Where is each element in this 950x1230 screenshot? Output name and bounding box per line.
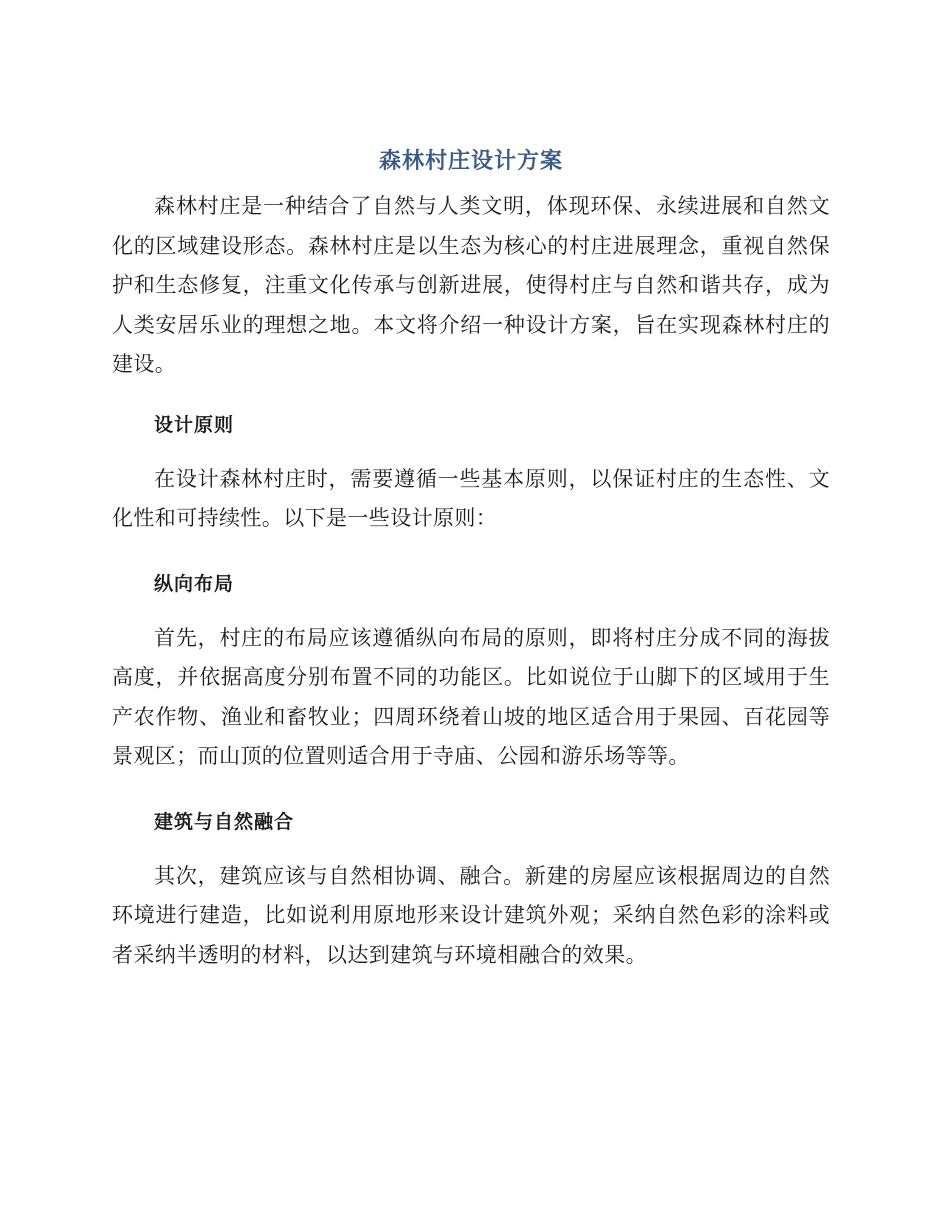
section-body-design-principles: 在设计森林村庄时，需要遵循一些基本原则，以保证村庄的生态性、文化性和可持续性。以下是一些设计原则：: [112, 466, 830, 530]
section-body-architecture-nature: 其次，建筑应该与自然相协调、融合。新建的房屋应该根据周边的自然环境进行建造，比如说利用原地形来设计建筑外观；采纳自然色彩的涂料或者采纳半透明的材料，以达到建筑与环境相融合的效果。: [112, 863, 830, 967]
intro-paragraph: 森林村庄是一种结合了自然与人类文明，体现环保、永续进展和自然文化的区域建设形态。森林村庄是以生态为核心的村庄进展理念，重视自然保护和生态修复，注重文化传承与创新进展，使得村庄与自然和谐共存，成为人类安居乐业的理想之地。本文将介绍一种设计方案，旨在实现森林村庄的建设。: [112, 194, 830, 376]
section-heading-design-principles: 设计原则: [154, 413, 235, 436]
document-title: 森林村庄设计方案: [378, 149, 563, 174]
document-page: [112, 145, 830, 975]
section-heading-vertical-layout: 纵向布局: [154, 572, 235, 595]
section-body-vertical-layout: 首先，村庄的布局应该遵循纵向布局的原则，即将村庄分成不同的海拔高度，并依据高度分别布置不同的功能区。比如说位于山脚下的区域用于生产农作物、渔业和畜牧业；四周环绕着山坡的地区适合用于果园、百花园等景观区；而山顶的位置则适合用于寺庙、公园和游乐场等等。: [112, 625, 830, 768]
section-heading-architecture-nature: 建筑与自然融合: [154, 810, 295, 833]
